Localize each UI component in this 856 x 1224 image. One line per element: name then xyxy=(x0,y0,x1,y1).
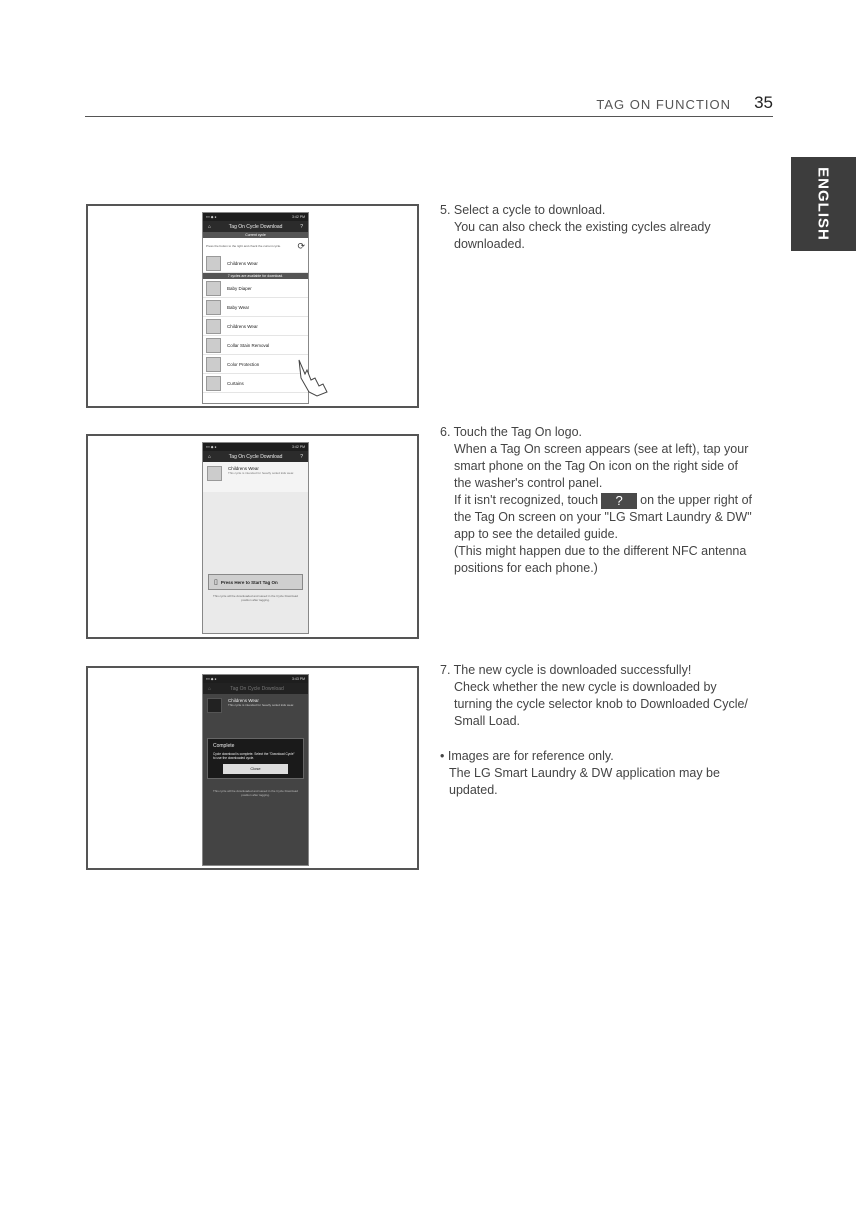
list-item[interactable]: Collar Stain Removal xyxy=(203,336,308,355)
dialog-title: Complete xyxy=(213,743,235,749)
step-6: 6. Touch the Tag On logo. When a Tag On screen appears (see at left), tap your smart phone on the Tag On icon on the right side of the washer's control panel. If it isn't recognized, touch ? on the upper right of the Tag On screen on your "LG Smart Laundry & DW" app to see the detailed guide. (This might happen due to the different NFC antenna positions for each phone.) xyxy=(440,425,753,575)
color-icon xyxy=(206,357,221,372)
language-tab xyxy=(791,157,856,251)
status-bar: ▪▪▪ ◆ ● 3:43 PM xyxy=(203,675,308,683)
phone-screen-3 xyxy=(202,674,309,866)
shirt-icon xyxy=(207,466,222,481)
phone-screen-2 xyxy=(202,442,309,634)
current-cycle-item: Childrens Wear xyxy=(203,254,308,273)
app-title: Tag On Cycle Download xyxy=(228,223,283,230)
baby-wear-icon xyxy=(206,300,221,315)
help-icon[interactable]: ? xyxy=(300,223,303,230)
app-title: Tag On Cycle Download xyxy=(230,685,284,692)
shirt-icon xyxy=(206,319,221,334)
close-button[interactable]: Close xyxy=(223,764,288,774)
refresh-icon[interactable]: ⟳ xyxy=(297,240,305,251)
list-item[interactable]: Curtains xyxy=(203,374,308,393)
home-icon[interactable]: ⌂ xyxy=(208,453,212,460)
cycle-title: Childrens Wear xyxy=(228,466,259,471)
status-bar: ▪▪▪ ◆ ● 3:42 PM xyxy=(203,213,308,221)
reference-note: • Images are for reference only. The LG Smart Laundry & DW application may be updated. xyxy=(440,749,720,797)
section-title: TAG ON FUNCTION xyxy=(596,97,731,112)
cycle-title: Childrens Wear xyxy=(228,698,259,703)
pointing-hand-icon xyxy=(293,356,333,398)
cycle-description: This cycle is intended for heavily soiled kids wear. xyxy=(228,471,295,475)
footnote: This cycle will be downloaded and saved in the Cycle Download position after tagging. xyxy=(213,789,298,797)
current-hint: Press the button to the right and check the current cycle. xyxy=(206,244,282,248)
collar-icon xyxy=(206,338,221,353)
screenshot-frame-1 xyxy=(86,204,419,408)
page-header xyxy=(85,93,773,117)
complete-dialog xyxy=(207,738,304,779)
list-item[interactable]: Childrens Wear xyxy=(203,317,308,336)
app-title-bar xyxy=(203,451,308,462)
help-icon[interactable]: ? xyxy=(300,453,303,460)
app-title: Tag On Cycle Download xyxy=(228,453,283,460)
step-5: 5. Select a cycle to download. You can also check the existing cycles already downloaded. xyxy=(440,203,711,251)
screenshot-frame-2 xyxy=(86,434,419,639)
footnote: This cycle will be downloaded and saved in the Cycle Download position after tagging. xyxy=(213,594,298,602)
cycle-description: This cycle is intended for heavily soiled kids wear. xyxy=(228,703,295,707)
home-icon[interactable]: ⌂ xyxy=(208,223,212,230)
app-title-bar xyxy=(203,683,308,694)
app-title-bar xyxy=(203,221,308,232)
list-item[interactable]: Color Protection xyxy=(203,355,308,374)
diaper-icon xyxy=(206,281,221,296)
available-label: 7 cycles are available for download. xyxy=(203,273,308,279)
screenshot-frame-3 xyxy=(86,666,419,870)
start-tag-on-button[interactable]: ▯ Press Here to Start Tag On xyxy=(208,574,303,590)
help-icon: ? xyxy=(601,493,637,509)
status-bar: ▪▪▪ ◆ ● 3:42 PM xyxy=(203,443,308,451)
shirt-icon xyxy=(206,256,221,271)
curtain-icon xyxy=(206,376,221,391)
page-number: 35 xyxy=(754,93,773,112)
shirt-icon xyxy=(207,698,222,713)
list-item[interactable]: Baby Diaper xyxy=(203,279,308,298)
dialog-text: Cycle download is complete. Select the "Download Cycle" to use the downloaded cycle. xyxy=(213,752,295,760)
phone-icon: ▯ xyxy=(214,579,218,586)
home-icon: ⌂ xyxy=(208,685,212,692)
list-item[interactable]: Baby Wear xyxy=(203,298,308,317)
step-7: 7. The new cycle is downloaded successfully! Check whether the new cycle is downloaded by turning the cycle selector knob to Downloaded Cycle/ Small Load. xyxy=(440,663,748,728)
current-cycle-label: Current cycle xyxy=(203,232,308,238)
language-label: ENGLISH xyxy=(814,167,832,241)
